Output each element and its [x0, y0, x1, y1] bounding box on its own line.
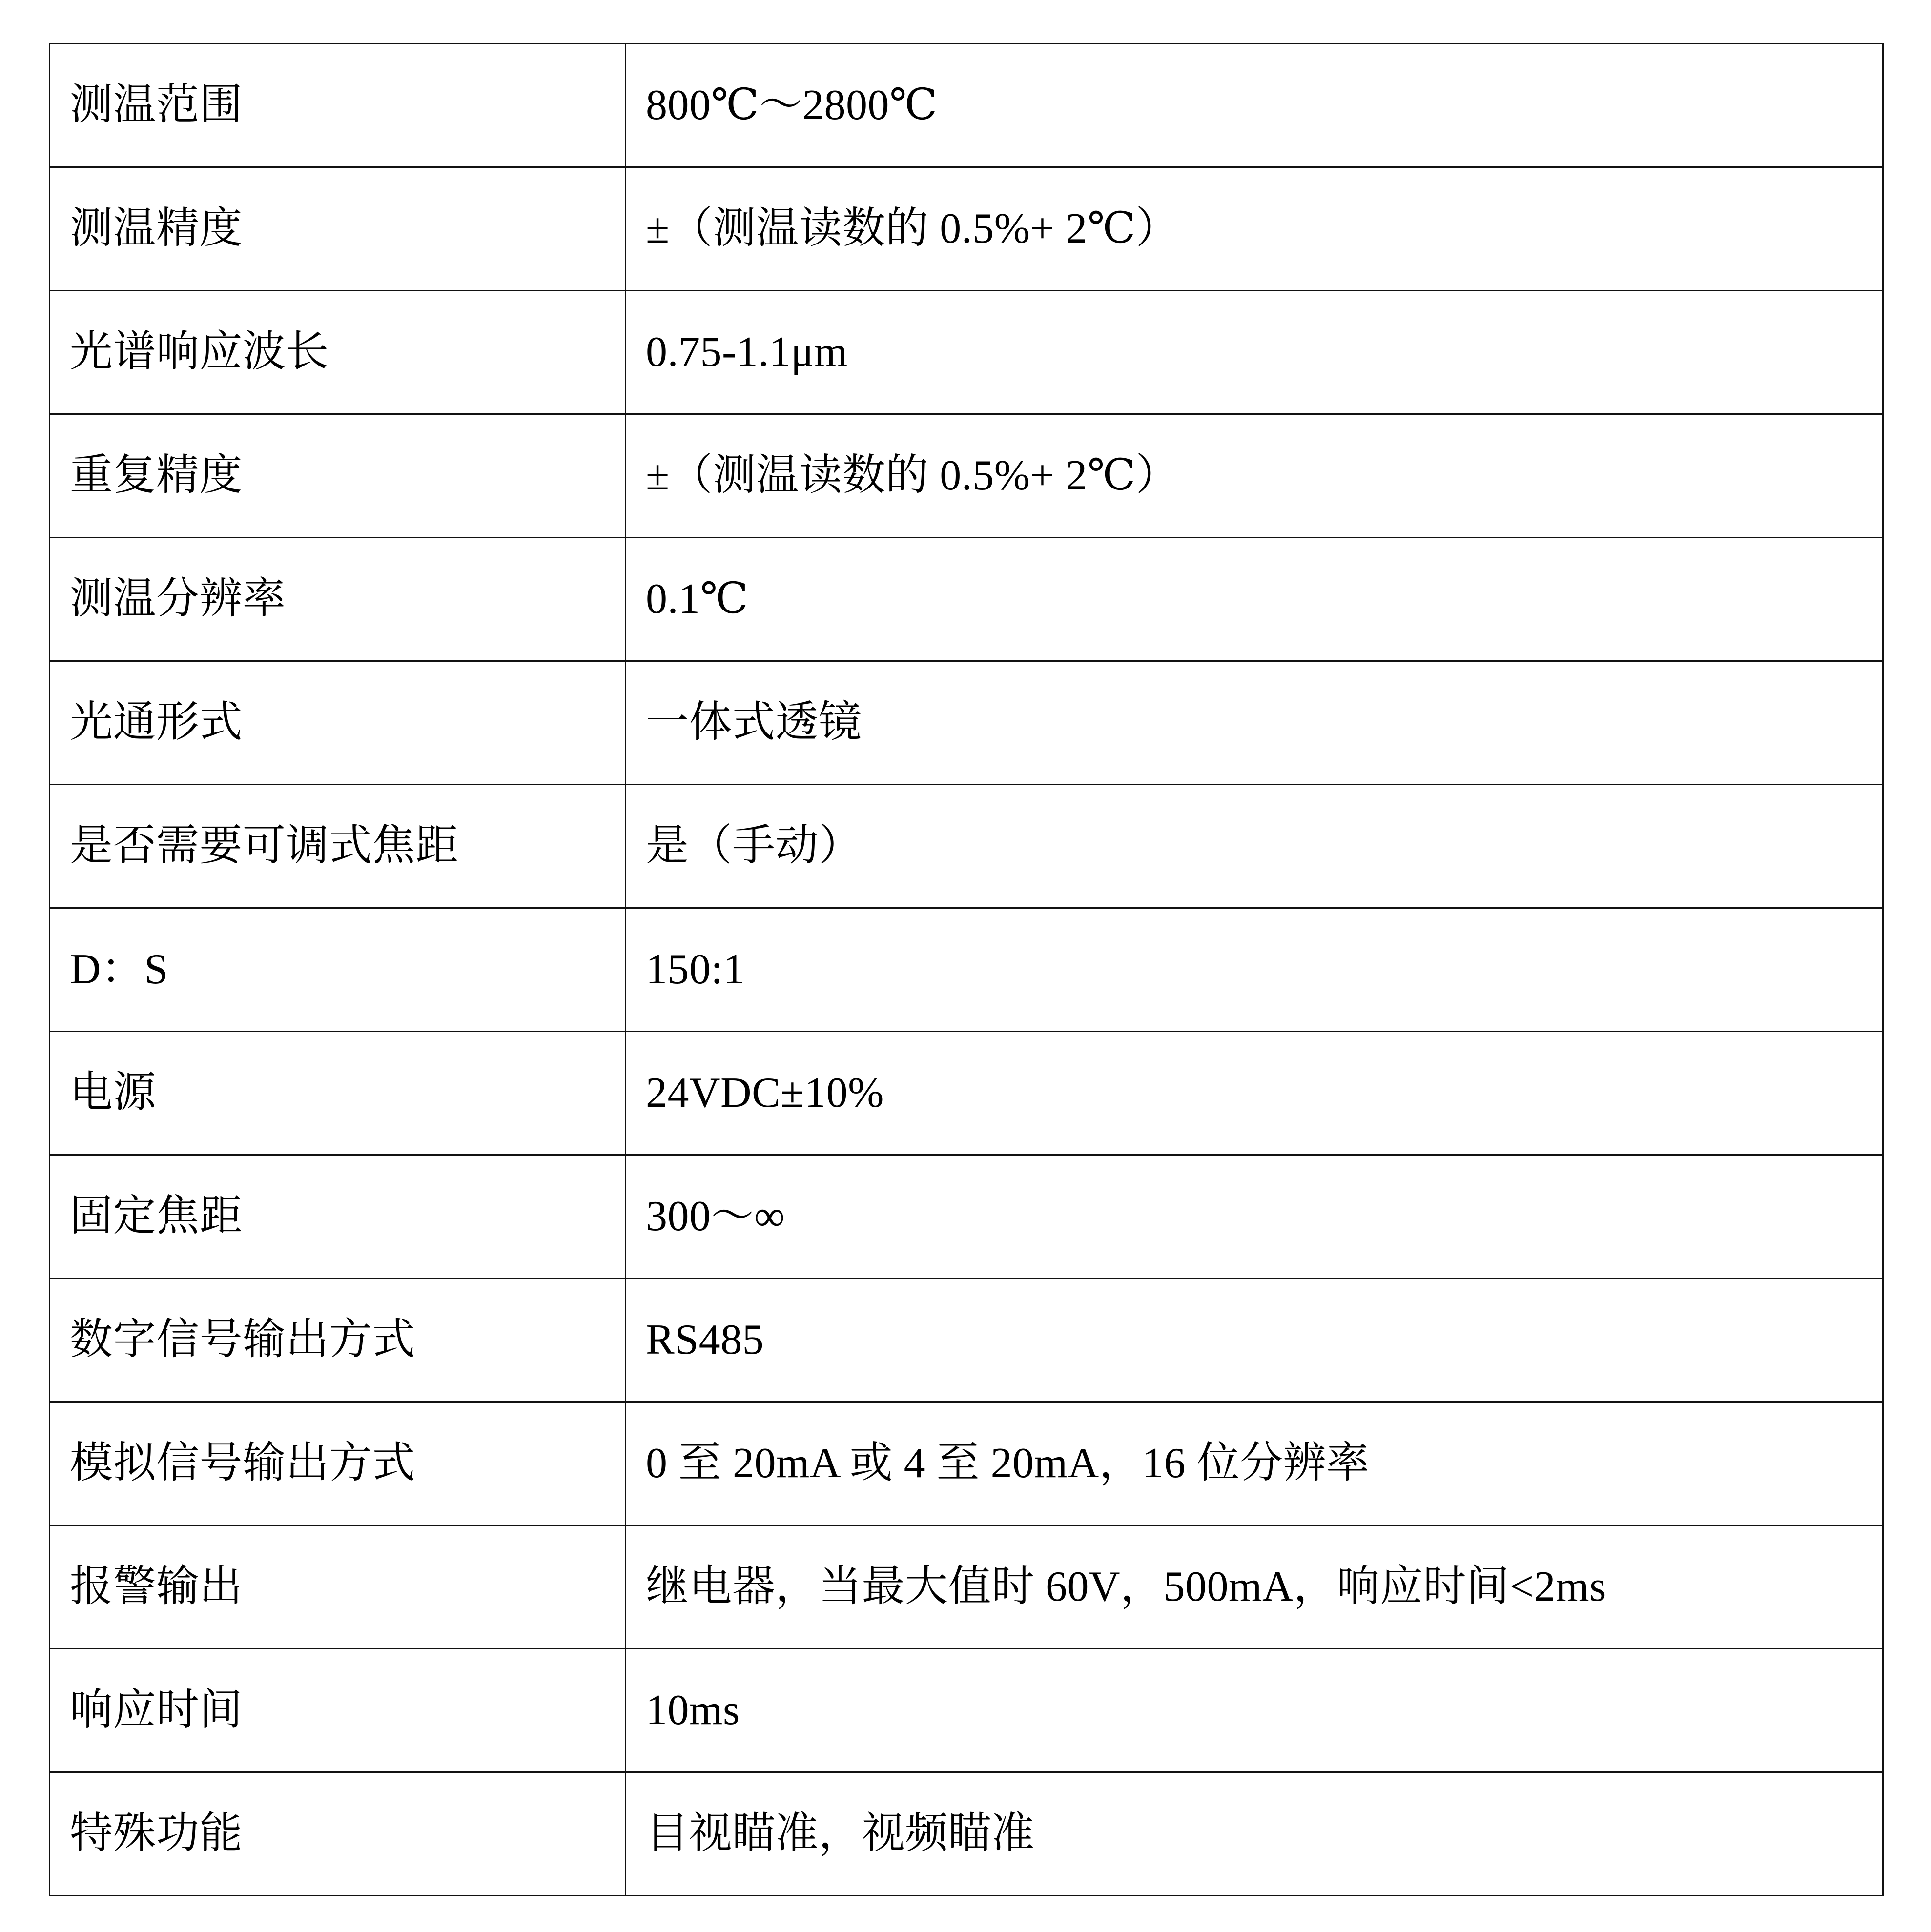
row-value: 800℃～2800℃ [626, 44, 1883, 167]
row-label: 测温分辨率 [50, 538, 626, 661]
table-row [50, 167, 1883, 291]
row-label: 光谱响应波长 [50, 291, 626, 414]
table-row [50, 661, 1883, 785]
row-value: RS485 [626, 1279, 1883, 1402]
row-value: 24VDC±10% [626, 1032, 1883, 1155]
row-label: 响应时间 [50, 1649, 626, 1772]
row-value: 150:1 [626, 908, 1883, 1032]
row-label: 特殊功能 [50, 1772, 626, 1896]
row-value: 0 至 20mA 或 4 至 20mA，16 位分辨率 [626, 1402, 1883, 1525]
table-row [50, 414, 1883, 538]
row-label: 报警输出 [50, 1525, 626, 1649]
row-label: 测温范围 [50, 44, 626, 167]
table-row [50, 1525, 1883, 1649]
row-label: 是否需要可调式焦距 [50, 785, 626, 908]
table-row [50, 1279, 1883, 1402]
row-label: D：S [50, 908, 626, 1032]
table-row [50, 291, 1883, 414]
row-value: 目视瞄准，视频瞄准 [626, 1772, 1883, 1896]
row-label: 固定焦距 [50, 1155, 626, 1279]
row-value: ±（测温读数的 0.5%+ 2℃） [626, 414, 1883, 538]
table-row [50, 1032, 1883, 1155]
row-value: 10ms [626, 1649, 1883, 1772]
table-row [50, 1772, 1883, 1896]
row-value: 继电器，当最大值时 60V，500mA，响应时间<2ms [626, 1525, 1883, 1649]
row-label: 重复精度 [50, 414, 626, 538]
row-label: 数字信号输出方式 [50, 1279, 626, 1402]
table-row [50, 785, 1883, 908]
row-value: 0.1℃ [626, 538, 1883, 661]
table-row [50, 44, 1883, 167]
table-row [50, 908, 1883, 1032]
table-row [50, 1402, 1883, 1525]
row-label: 测温精度 [50, 167, 626, 291]
specification-table [49, 43, 1884, 1896]
row-value: 一体式透镜 [626, 661, 1883, 785]
table-row [50, 538, 1883, 661]
table-row [50, 1155, 1883, 1279]
table-body [50, 44, 1883, 1896]
row-value: 是（手动） [626, 785, 1883, 908]
row-value: 0.75-1.1μm [626, 291, 1883, 414]
table-row [50, 1649, 1883, 1772]
row-value: 300～∞ [626, 1155, 1883, 1279]
row-label: 模拟信号输出方式 [50, 1402, 626, 1525]
row-value: ±（测温读数的 0.5%+ 2℃） [626, 167, 1883, 291]
row-label: 光通形式 [50, 661, 626, 785]
row-label: 电源 [50, 1032, 626, 1155]
